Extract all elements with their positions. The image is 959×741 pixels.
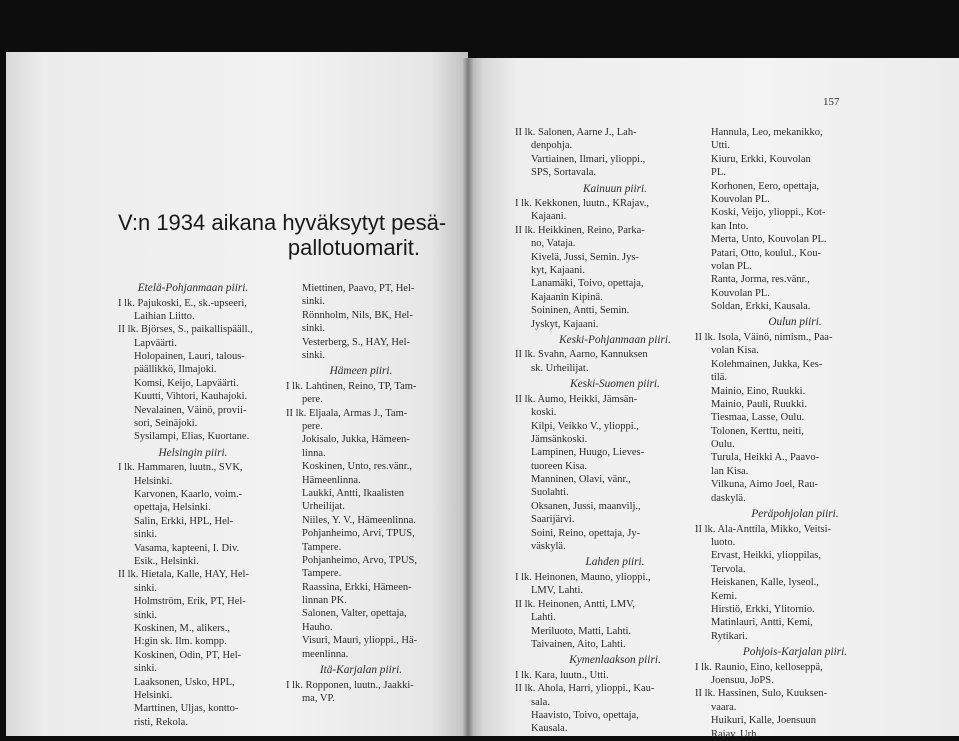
entry-line: Laaksonen, Usko, HPL, bbox=[134, 676, 235, 688]
district-heading: Kymenlaakson piiri. bbox=[569, 654, 661, 667]
entry-line: Holopainen, Lauri, talous- bbox=[134, 351, 245, 363]
district-heading: Lahden piiri. bbox=[585, 556, 645, 569]
entry-line: II lk. Eljaala, Armas J., Tam- bbox=[286, 407, 408, 419]
entry-line: tilä. bbox=[711, 372, 728, 384]
entry-line: II lk. Ahola, Harri, ylioppi., Kau- bbox=[515, 683, 655, 695]
entry-line: Meriluoto, Matti, Lahti. bbox=[531, 625, 632, 637]
entry-line: risti, Rekola. bbox=[134, 716, 188, 728]
entry-line: I lk. Kekkonen, luutn., KRajav., bbox=[515, 198, 650, 210]
entry-line: Lampinen, Huugo, Lieves- bbox=[531, 447, 645, 459]
entry-line: Hirstiö, Erkki, Ylitornio. bbox=[711, 603, 815, 615]
entry-line: sala. bbox=[531, 696, 550, 708]
entry-line: Ervast, Heikki, ylioppilas, bbox=[711, 550, 821, 562]
entry-line: sinki. bbox=[134, 529, 158, 541]
entry-line: Hauho. bbox=[302, 621, 333, 633]
entry-line: Kajaanin Kipinä. bbox=[531, 291, 603, 303]
entry-line: Tampere. bbox=[302, 541, 342, 553]
entry-line: Holmström, Erik, PT, Hel- bbox=[134, 596, 246, 608]
entry-line: Kilpi, Veikko V., ylioppi., bbox=[531, 420, 639, 432]
entry-line: Urheilijat. bbox=[302, 501, 345, 513]
entry-line: Kajaani. bbox=[531, 211, 567, 223]
entry-line: PL. bbox=[711, 167, 726, 179]
entry-line: Kuutti, Vihtori, Kauhajoki. bbox=[134, 391, 248, 403]
entry-line: Esik., Helsinki. bbox=[134, 556, 199, 568]
entry-line: Laihian Liitto. bbox=[134, 310, 195, 322]
entry-line: II lk. Ala-Anttila, Mikko, Veitsi- bbox=[695, 523, 832, 535]
entry-line: Rajav. Urh. bbox=[711, 728, 760, 740]
entry-line: II lk. Salonen, Aarne J., Lah- bbox=[515, 127, 637, 138]
entry-line: vaara. bbox=[711, 701, 737, 713]
entry-line: linnan PK. bbox=[302, 595, 347, 607]
entry-line: Visuri, Mauri, ylioppi., Hä- bbox=[302, 635, 418, 647]
entry-line: Vasama, kapteeni, I. Div. bbox=[134, 542, 240, 554]
entry-line: Niiles, Y. V., Hämeenlinna. bbox=[302, 514, 416, 526]
district-heading: Pohjois-Karjalan piiri. bbox=[742, 646, 848, 659]
entry-line: LMV, Lahti. bbox=[531, 585, 584, 597]
entry-line: Heiskanen, Kalle, lyseol., bbox=[711, 577, 819, 589]
entry-line: Tervola. bbox=[711, 563, 746, 575]
entry-line: I lk. Lahtinen, Reino, TP, Tam- bbox=[286, 380, 417, 392]
entry-line: Kivelä, Jussi, Semin. Jys- bbox=[531, 251, 639, 263]
entry-line: I lk. Ropponen, luutn., Jaakki- bbox=[286, 679, 414, 691]
district-heading: Peräpohjolan piiri. bbox=[751, 508, 839, 521]
entry-line: I lk. Kara, luutn., Utti. bbox=[515, 669, 609, 681]
entry-line: Saarijärvi. bbox=[531, 514, 575, 526]
district-heading: Helsingin piiri. bbox=[158, 446, 228, 459]
entry-line: Rytikari. bbox=[711, 630, 748, 642]
entry-line: sinki. bbox=[302, 349, 326, 361]
entry-line: Karvonen, Kaarlo, voim.- bbox=[134, 489, 243, 501]
entry-line: Soldan, Erkki, Kausala. bbox=[711, 301, 811, 313]
entry-line: Sysilampi, Elias, Kuortane. bbox=[134, 431, 250, 443]
entry-line: Mainio, Pauli, Ruukki. bbox=[711, 398, 807, 410]
entry-line: Helsinki. bbox=[134, 475, 173, 487]
entry-line: väskylä. bbox=[531, 541, 566, 553]
entry-line: denpohja. bbox=[531, 140, 573, 152]
entry-line: Lapväärti. bbox=[134, 337, 177, 349]
entry-line: lan Kisa. bbox=[711, 465, 749, 477]
text-column-3 bbox=[515, 126, 715, 736]
entry-line: pere. bbox=[302, 421, 323, 433]
entry-line: II lk. Isola, Väinö, nimism., Paa- bbox=[695, 331, 833, 343]
entry-line: II lk. Svahn, Aarno, Kannuksen bbox=[515, 349, 648, 361]
entry-line: Raassina, Erkki, Hämeen- bbox=[302, 581, 412, 593]
entry-line: Vesterberg, S., HAY, Hel- bbox=[302, 336, 411, 348]
entry-line: Manninen, Olavi, vänr., bbox=[531, 474, 631, 486]
entry-line: Vilkuna, Aimo Joel, Rau- bbox=[711, 479, 818, 491]
entry-line: Korhonen, Eero, opettaja, bbox=[711, 180, 820, 192]
entry-line: II lk. Hietala, Kalle, HAY, Hel- bbox=[118, 569, 249, 581]
entry-line: sinki. bbox=[134, 663, 158, 675]
entry-line: Jyskyt, Kajaani. bbox=[531, 318, 599, 330]
entry-line: sinki. bbox=[302, 323, 326, 335]
district-heading: Keski-Suomen piiri. bbox=[570, 378, 660, 391]
entry-line: Kiuru, Erkki, Kouvolan bbox=[711, 153, 811, 165]
district-heading: Itä-Karjalan piiri. bbox=[319, 664, 403, 677]
entry-line: I lk. Hammaren, luutn., SVK, bbox=[118, 462, 243, 474]
entry-line: koski. bbox=[531, 407, 557, 419]
entry-line: meenlinna. bbox=[302, 648, 349, 660]
entry-line: ma, VP. bbox=[302, 692, 335, 704]
entry-line: sori, Seinäjoki. bbox=[134, 418, 198, 430]
heading-line-1: V:n 1934 aikana hyväksytyt pesä- bbox=[118, 210, 447, 235]
district-heading: Hämeen piiri. bbox=[329, 365, 393, 378]
text-column-1 bbox=[118, 282, 268, 729]
entry-line: Tampere. bbox=[302, 568, 342, 580]
page-heading bbox=[118, 210, 470, 260]
entry-line: Pohjanheimo, Arvo, TPUS, bbox=[302, 554, 418, 566]
entry-line: Kausala. bbox=[531, 723, 568, 735]
entry-line: Laukki, Antti, Ikaalisten bbox=[302, 487, 405, 499]
entry-line: sinki. bbox=[134, 609, 158, 621]
district-heading: Etelä-Pohjanmaan piiri. bbox=[137, 282, 249, 294]
entry-line: Koskinen, Odin, PT, Hel- bbox=[134, 649, 242, 661]
entry-line: I lk. Pajukoski, E., sk.-upseeri, bbox=[118, 297, 247, 309]
entry-line: II lk. Heinonen, Antti, LMV, bbox=[515, 598, 635, 610]
entry-line: Soini, Reino, opettaja, Jy- bbox=[531, 527, 641, 539]
entry-line: Haavisto, Toivo, opettaja, bbox=[531, 709, 639, 721]
entry-line: Lahti. bbox=[531, 612, 556, 624]
entry-line: II lk. Heikkinen, Reino, Parka- bbox=[515, 224, 645, 236]
entry-line: kyt, Kajaani. bbox=[531, 265, 585, 277]
entry-line: kan Into. bbox=[711, 220, 749, 232]
entry-line: Matinlauri, Antti, Kemi, bbox=[711, 617, 813, 629]
entry-line: Rönnholm, Nils, BK, Hel- bbox=[302, 309, 413, 321]
entry-line: Jokisalo, Jukka, Hämeen- bbox=[302, 434, 410, 446]
entry-line: Nevalainen, Väinö, provii- bbox=[134, 404, 247, 416]
entry-line: Utti. bbox=[711, 140, 730, 152]
entry-line: volan Kisa. bbox=[711, 345, 759, 357]
district-heading: Kainuun piiri. bbox=[582, 182, 648, 195]
entry-line: tuoreen Kisa. bbox=[531, 460, 587, 472]
book-gutter bbox=[463, 58, 473, 736]
entry-line: Kouvolan PL. bbox=[711, 193, 770, 205]
entry-line: volan PL. bbox=[711, 260, 752, 272]
entry-line: I lk. Raunio, Eino, kelloseppä, bbox=[695, 661, 823, 673]
entry-line: Hannula, Leo, mekanikko, bbox=[711, 127, 823, 138]
entry-line: no, Vataja. bbox=[531, 238, 576, 250]
entry-line: daskylä. bbox=[711, 492, 746, 504]
entry-line: linna. bbox=[302, 447, 326, 459]
entry-line: Suolahti. bbox=[531, 487, 569, 499]
district-heading: Keski-Pohjanmaan piiri. bbox=[559, 333, 671, 346]
entry-line: Taivainen, Aito, Lahti. bbox=[531, 638, 626, 650]
district-heading: Oulun piiri. bbox=[768, 316, 822, 329]
entry-line: Oulu. bbox=[711, 439, 735, 451]
text-column-2 bbox=[286, 282, 436, 705]
entry-line: Kouvolan PL. bbox=[711, 287, 770, 299]
entry-line: SPS, Sortavala. bbox=[531, 167, 597, 179]
entry-line: päällikkö, Ilmajoki. bbox=[134, 364, 217, 376]
entry-line: pere. bbox=[302, 394, 323, 406]
entry-line: Komsi, Keijo, Lapväärti. bbox=[134, 377, 239, 389]
entry-line: Ranta, Jorma, res.vänr., bbox=[711, 274, 810, 286]
heading-line-2: pallotuomarit. bbox=[287, 235, 420, 260]
entry-line: Kolehmainen, Jukka, Kes- bbox=[711, 358, 823, 370]
entry-line: Salonen, Valter, opettaja, bbox=[302, 608, 407, 620]
entry-line: II lk. Björses, S., paikallispääll., bbox=[118, 324, 253, 336]
entry-line: II lk. Hassinen, Sulo, Kuuksen- bbox=[695, 688, 828, 700]
entry-line: Jämsänkoski. bbox=[531, 433, 588, 445]
entry-line: Joensuu, JoPS. bbox=[711, 674, 774, 686]
entry-line: Merta, Unto, Kouvolan PL. bbox=[711, 234, 827, 246]
entry-line: Tolonen, Kerttu, neiti, bbox=[711, 425, 804, 437]
entry-line: H:gin sk. Ilm. kompp. bbox=[134, 636, 227, 648]
text-column-4 bbox=[695, 126, 895, 741]
entry-line: II lk. Aumo, Heikki, Jämsän- bbox=[515, 393, 638, 405]
entry-line: sinki. bbox=[134, 582, 158, 594]
entry-line: sinki. bbox=[302, 296, 326, 308]
entry-line: Hämeenlinna. bbox=[302, 474, 361, 486]
entry-line: Koski, Veijo, ylioppi., Kot- bbox=[711, 207, 826, 219]
entry-line: Salin, Erkki, HPL, Hel- bbox=[134, 515, 234, 527]
entry-line: Vartiainen, Ilmari, ylioppi., bbox=[531, 153, 646, 165]
page-number: 157 bbox=[823, 96, 840, 108]
entry-line: opettaja, Helsinki. bbox=[134, 502, 211, 514]
entry-line: Mainio, Eino, Ruukki. bbox=[711, 385, 806, 397]
entry-line: Pohjanheimo, Arvi, TPUS, bbox=[302, 528, 415, 540]
entry-line: sk. Urheilijat. bbox=[531, 362, 589, 374]
entry-line: Turula, Heikki A., Paavo- bbox=[711, 452, 820, 464]
entry-line: Patari, Otto, koulul., Kou- bbox=[711, 247, 821, 259]
entry-line: I lk. Heinonen, Mauno, ylioppi., bbox=[515, 571, 651, 583]
entry-line: Koskinen, M., alikers., bbox=[134, 622, 230, 634]
entry-line: Lanamäki, Toivo, opettaja, bbox=[531, 278, 644, 290]
entry-line: Tiesmaa, Lasse, Oulu. bbox=[711, 412, 805, 424]
entry-line: Koskinen, Unto, res.vänr., bbox=[302, 461, 412, 473]
entry-line: Huikuri, Kalle, Joensuun bbox=[711, 715, 816, 727]
entry-line: Marttinen, Uljas, kontto- bbox=[134, 703, 239, 715]
entry-line: Oksanen, Jussi, maanvilj., bbox=[531, 500, 641, 512]
entry-line: Miettinen, Paavo, PT, Hel- bbox=[302, 283, 415, 294]
entry-line: Soininen, Antti, Semin. bbox=[531, 305, 630, 317]
entry-line: Helsinki. bbox=[134, 689, 173, 701]
entry-line: Kemi. bbox=[711, 590, 737, 602]
entry-line: luoto. bbox=[711, 536, 736, 548]
